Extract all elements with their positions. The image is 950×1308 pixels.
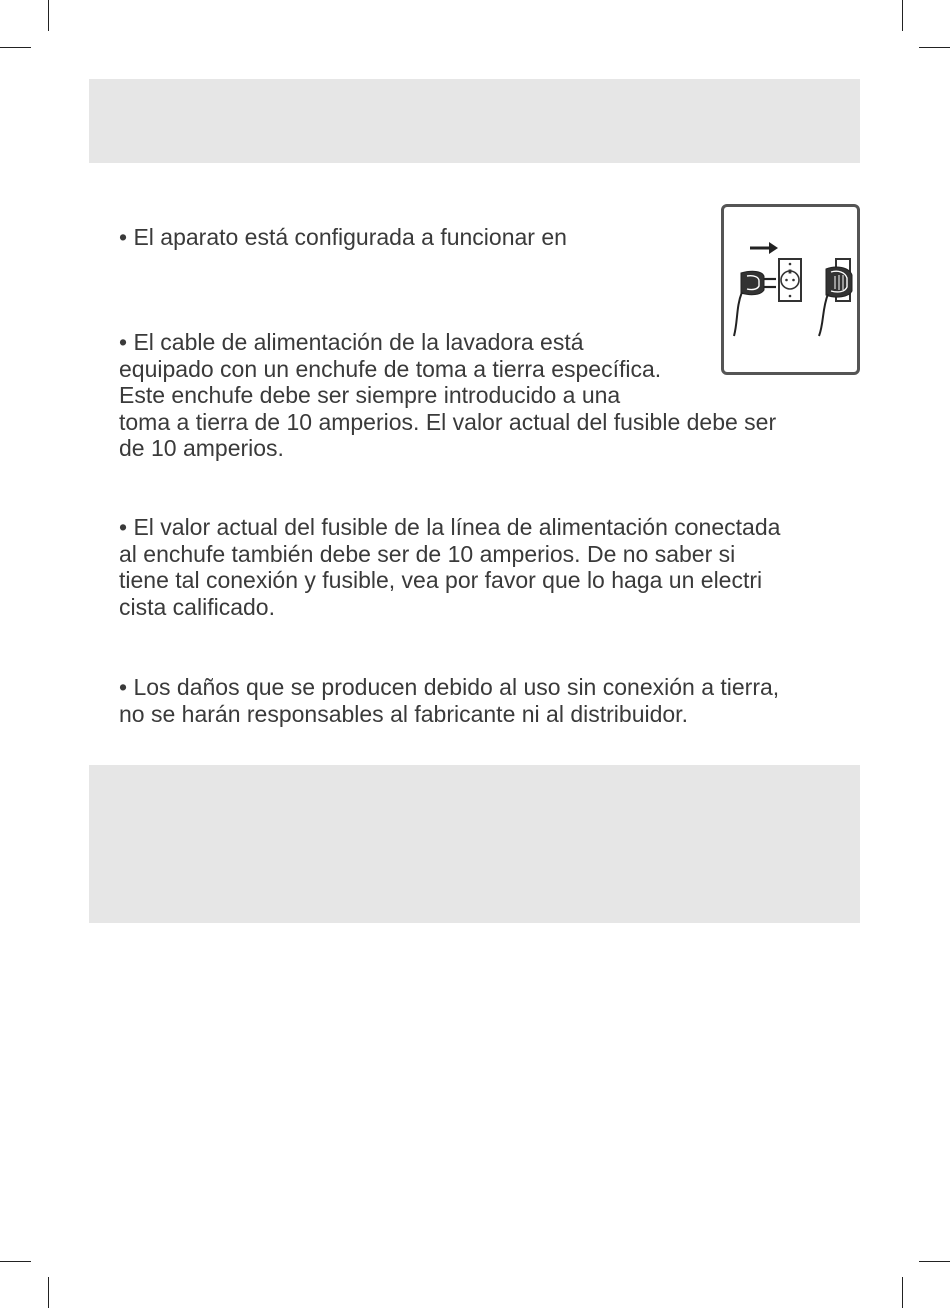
plug-icon: [734, 271, 776, 336]
crop-mark: [48, 0, 49, 31]
text-line: equipado con un enchufe de toma a tierra específica.: [119, 355, 662, 382]
plugged-socket-icon: [819, 259, 852, 336]
text-line: • El aparato está configurada a funcionar en: [119, 224, 567, 250]
text-line: cista calificado.: [119, 593, 275, 620]
crop-mark: [902, 0, 903, 31]
text-line: • Los daños que se producen debido al uso sin conexión a tierra,: [119, 674, 780, 700]
paragraph-liability: [119, 674, 779, 727]
crop-mark: [902, 1277, 903, 1308]
crop-mark: [919, 47, 950, 48]
text-line: no se harán responsables al fabricante ni al distribuidor.: [119, 700, 688, 727]
text-line: Este enchufe debe ser siempre introducido a una: [119, 382, 621, 408]
text-line: al enchufe también debe ser de 10 amperios. De no saber si: [119, 540, 736, 567]
text-line: • El valor actual del fusible de la línea de alimentación conectada: [119, 514, 781, 540]
text-line: tiene tal conexión y fusible, vea por favor que lo haga un electri: [119, 567, 763, 593]
crop-mark: [48, 1277, 49, 1308]
text-line: • El cable de alimentación de la lavadora está: [119, 329, 584, 355]
text-line: toma a tierra de 10 amperios. El valor actual del fusible debe ser: [119, 408, 777, 435]
footer-band: [89, 765, 860, 923]
crop-mark: [0, 1261, 31, 1262]
crop-mark: [919, 1261, 950, 1262]
header-band: [89, 79, 860, 163]
crop-mark: [0, 47, 31, 48]
text-line: de 10 amperios.: [119, 435, 284, 461]
paragraph-voltage: [119, 224, 567, 251]
paragraph-fuse-line: [119, 514, 780, 620]
wall-socket-icon: [779, 259, 801, 301]
plug-illustration: [721, 204, 860, 375]
grounded-plug-socket-icon: [724, 207, 857, 372]
arrow-right-icon: [750, 242, 778, 254]
paragraph-grounded-plug: [119, 329, 776, 462]
